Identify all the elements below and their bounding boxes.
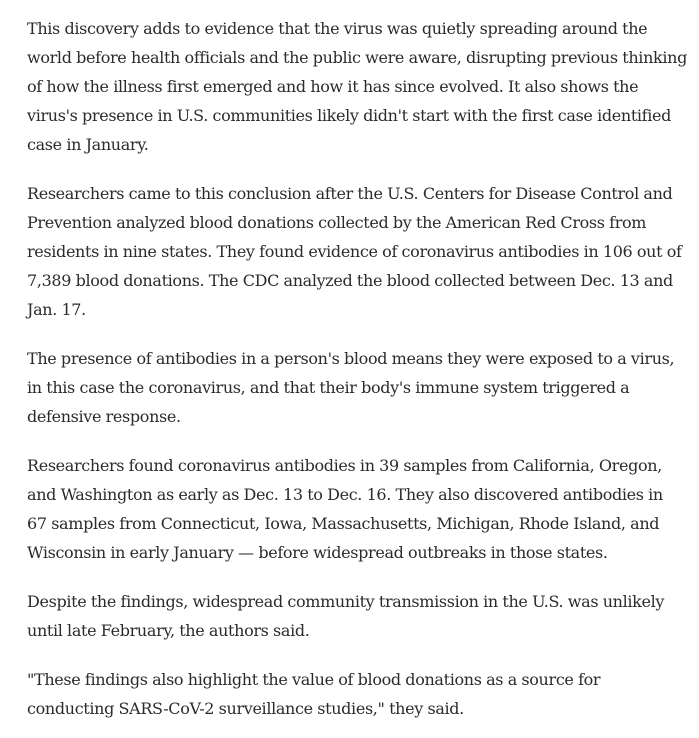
article-paragraph: Despite the findings, widespread community transmission in the U.S. was unlikely until late February, the authors said. [27, 592, 665, 640]
article-paragraph: Researchers found coronavirus antibodies in 39 samples from California, Oregon, and Washington as early as Dec. 13 to Dec. 16. They also discovered antibodies in 67 samples from Connecticut, Iowa, Massachusetts, Michigan, Rhode Island, and Wisconsin in early January — before widespread outbreaks in those states. [27, 456, 663, 562]
article-paragraph: This discovery adds to evidence that the virus was quietly spreading around the world before health officials and the public were aware, disrupting previous thinking of how the illness first emerged and how it has since evolved. It also shows the virus's presence in U.S. communities likely didn't start with the first case identified case in January. [27, 19, 687, 154]
article-paragraph: "These findings also highlight the value of blood donations as a source for conducting SARS-CoV-2 surveillance studies," they said. [27, 670, 601, 718]
article-body [27, 14, 687, 723]
article-paragraph: Researchers came to this conclusion after the U.S. Centers for Disease Control and Prevention analyzed blood donations collected by the American Red Cross from residents in nine states. They found evidence of coronavirus antibodies in 106 out of 7,389 blood donations. The CDC analyzed the blood collected between Dec. 13 and Jan. 17. [27, 184, 682, 319]
article-paragraph: The presence of antibodies in a person's blood means they were exposed to a virus, in this case the coronavirus, and that their body's immune system triggered a defensive response. [27, 349, 675, 426]
